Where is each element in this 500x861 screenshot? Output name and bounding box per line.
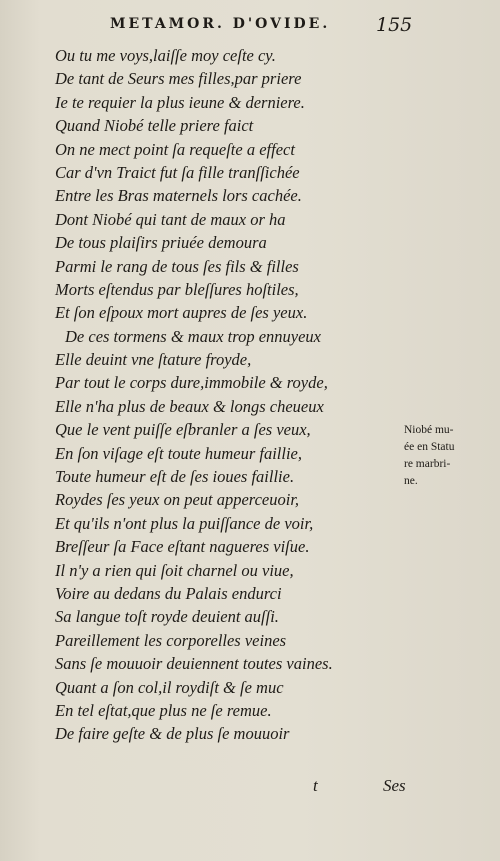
catchword: Ses — [383, 776, 406, 795]
margin-note-line: Niobé mu- — [404, 424, 454, 436]
poem-line: Parmi le rang de tous ſes fils & filles — [55, 256, 299, 276]
margin-note-line: ne. — [404, 475, 418, 487]
poem-line: De ces tormens & maux trop ennuyeux — [65, 326, 321, 346]
poem-line: En tel eſtat,que plus ne ſe remue. — [55, 700, 272, 720]
poem-line: Et ſon eſpoux mort aupres de ſes yeux. — [55, 303, 308, 323]
poem-line: Quant a ſon col,il roydiſt & ſe muc — [55, 677, 284, 697]
page-number: 155 — [376, 14, 413, 36]
poem-line: Sans ſe mouuoir deuiennent toutes vaines. — [55, 654, 333, 674]
poem-line: Breſſeur ſa Face eſtant nagueres viſue. — [55, 537, 310, 557]
poem-line: Que le vent puiſſe eſbranler a ſes veux, — [55, 420, 311, 440]
poem-line: En ſon viſage eſt toute humeur faillie, — [55, 443, 302, 463]
poem-line: Voire au dedans du Palais endurci — [55, 583, 282, 603]
poem-line: Sa langue toſt royde deuient auſſi. — [55, 607, 279, 627]
poem-line: Entre les Bras maternels lors cachée. — [55, 186, 302, 206]
poem-line: De tant de Seurs mes filles,par priere — [55, 69, 302, 89]
poem-line: De faire geſte & de plus ſe mouuoir — [55, 724, 290, 744]
poem-line: Il n'y a rien qui ſoit charnel ou viue, — [55, 560, 294, 580]
poem-line: Ou tu me voys,laiſſe moy ceſte cy. — [55, 46, 276, 65]
poem-line: Elle deuint vne ſtature froyde, — [55, 350, 252, 370]
signature-mark: t — [313, 776, 318, 795]
poem-line: Et qu'ils n'ont plus la puiſſance de voir, — [55, 513, 314, 533]
margin-note-line: ée en Statu — [404, 441, 455, 453]
poem-line: Dont Niobé qui tant de maux or ha — [55, 209, 286, 229]
poem-line: De tous plaiſirs priuée demoura — [55, 233, 267, 253]
poem-line: Ie te requier la plus ieune & derniere. — [55, 92, 305, 112]
margin-note-line: re marbri- — [404, 458, 451, 470]
poem-text — [55, 44, 375, 746]
poem-line: Toute humeur eſt de ſes ioues faillie. — [55, 467, 295, 487]
poem-line: Quand Niobé telle priere faict — [55, 116, 254, 136]
poem-line: Roydes ſes yeux on peut apperceuoir, — [55, 490, 300, 510]
poem-line: Pareillement les corporelles veines — [55, 630, 287, 650]
poem-line: On ne mect point ſa requeſte a effect — [55, 139, 295, 159]
running-title: METAMOR. D'OVIDE. — [110, 16, 331, 32]
poem-line: Morts eſtendus par bleſſures hoſtiles, — [55, 279, 299, 299]
poem-line: Elle n'ha plus de beaux & longs cheueux — [55, 396, 324, 416]
poem-line: Car d'vn Traict fut ſa fille tranſſichée — [55, 162, 300, 182]
poem-line: Par tout le corps dure,immobile & royde, — [55, 373, 328, 393]
margin-note — [404, 422, 494, 490]
